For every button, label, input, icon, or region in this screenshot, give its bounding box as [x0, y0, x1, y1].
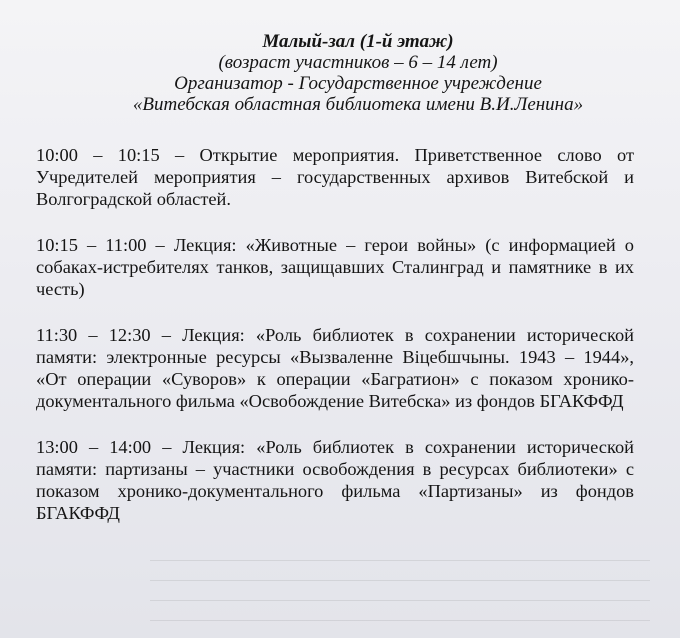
- schedule-item: [36, 324, 634, 412]
- organizer-line: Организатор - Государственное учреждение: [174, 73, 542, 94]
- show-through-text: [150, 560, 650, 638]
- age-range: (возраст участников – 6 – 14 лет): [218, 52, 498, 73]
- schedule-item-text: 10:00 – 10:15 – Открытие мероприятия. Приветственное слово от Учредителей мероприятия – государственных архивов Витебской и Волгоградской областей.: [36, 145, 634, 209]
- library-name: «Витебская областная библиотека имени В.И.Ленина»: [132, 94, 584, 115]
- hall-title: Малый-зал (1-й этаж): [262, 31, 454, 52]
- schedule-item: [36, 144, 634, 210]
- schedule-item-text: 13:00 – 14:00 – Лекция: «Роль библиотек в сохранении исторической памяти: партизаны – участники освобождения в ресурсах библиотеки» с показом хронико-документального фильма «Партизаны» из фондов БГАКФФД: [36, 437, 634, 523]
- schedule-item: [36, 436, 634, 524]
- schedule-item-text: 11:30 – 12:30 – Лекция: «Роль библиотек в сохранении исторической памяти: электронные ресурсы «Вызваленне Віцебшчыны. 1943 – 1944», «От операции «Суворов» к операции «Багратион» с показом хронико-документального фильма «Освобождение Витебска» из фондов БГАКФФД: [36, 325, 634, 411]
- schedule-item-text: 10:15 – 11:00 – Лекция: «Животные – герои войны» (с информацией о собаках-истребителях танков, защищавших Сталинград и памятнике в их честь): [36, 235, 634, 299]
- schedule-list: [36, 144, 634, 548]
- section-header: [0, 31, 680, 115]
- schedule-item: [36, 234, 634, 300]
